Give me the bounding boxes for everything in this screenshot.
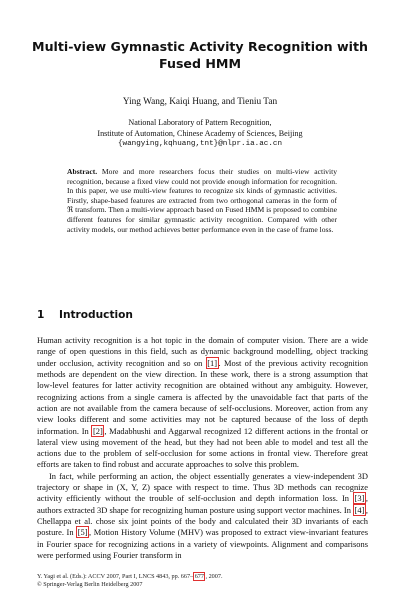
footer-citation-text: Y. Yagi et al. (Eds.): ACCV 2007, Part I, LNCS 4843, pp. 667–	[37, 573, 194, 580]
paragraph-2-part-a: In fact, while performing an action, the object essentially generates a view-independent 3D trajectory or shape in (X, Y, Z) space with respect to time. Thus 3D methods can recognize activity efficiently without the trouble of self-occlusion and depth information loss. In	[37, 470, 368, 504]
title-line-1: Multi-view Gymnastic Activity Recognition with	[32, 39, 368, 54]
affiliation-institute: Institute of Automation, Chinese Academy of Sciences, Beijing	[97, 128, 303, 138]
citation-link[interactable]: [1]	[207, 357, 218, 368]
paragraph-1-part-c: , Madabhushi and Aggarwal recognized 12 different actions in the frontal or lateral view using movement of the head, but they had not been able to model and test all the actions due to the problem of self-occlusion for some actions in frontal view. Therefore great efforts are taken to find robust and accurate approaches to solve this problem.	[37, 425, 369, 470]
section-title: Introduction	[59, 309, 133, 321]
citation-link[interactable]: [3]	[354, 493, 365, 504]
footer-citation	[37, 573, 368, 581]
title-line-2: Fused HMM	[159, 56, 241, 71]
affiliation-email[interactable]: {wangying,kqhuang,tnt}@nlpr.ia.ac.cn	[117, 140, 283, 148]
footer-citation-end: , 2007.	[205, 573, 223, 580]
author-list: Ying Wang, Kaiqi Huang, and Tieniu Tan	[122, 97, 278, 107]
abstract-label: Abstract.	[67, 167, 98, 176]
page-range-link[interactable]: 677	[194, 573, 204, 580]
citation-link[interactable]: [4]	[354, 504, 365, 515]
section-number: 1	[37, 309, 45, 321]
abstract	[67, 167, 337, 234]
footer-copyright: © Springer-Verlag Berlin Heidelberg 2007	[37, 581, 143, 589]
paragraph-2-part-b: , authors extracted 3D shape for recognizing human posture using support vector machines. In	[37, 493, 368, 515]
section-heading	[37, 309, 133, 322]
paper-title	[30, 38, 370, 72]
body-text	[37, 335, 368, 561]
abstract-text: More and more researchers focus their studies on multi-view activity recognition, because a fixed view could not provide enough information for recognition. In this paper, we use multi-view features to recognize six kinds of gymnastic activities. Firstly, shape-based features are extracted from two orthogonal cameras in the form of ℜ transform. Then a multi-view approach based on Fused HMM is proposed to combine different features for similar gymnastic activity recognition. Compared with other activity models, our method achieves better performance even in the case of frame loss.	[67, 167, 337, 234]
citation-link[interactable]: [5]	[77, 527, 88, 538]
affiliation	[30, 118, 370, 150]
citation-link[interactable]: [2]	[92, 425, 103, 436]
paragraph-2-part-c: , Chellappa et al. chose six joint points of the body and calculated their 3D invariants of each posture. In	[37, 504, 368, 538]
paragraph-2	[37, 471, 368, 562]
paragraph-1-part-a: Human activity recognition is a hot topic in the domain of computer vision. There are a wide range of open questions in this field, such as dynamic background modelling, object tracking under occlusion, activity recognition and so on	[37, 335, 368, 368]
page-footer	[37, 573, 368, 590]
paragraph-2-part-d: , Motion History Volume (MHV) was proposed to extract view-invariant features in Fourier space for recognizing actions in a variety of viewpoints. Alignment and comparisons were performed using Fourier transform in	[37, 527, 368, 560]
affiliation-lab: National Laboratory of Pattern Recognition,	[128, 118, 272, 127]
paragraph-1-part-b: . Most of the previous activity recognition methods are dependent on the view direction. In these work, there is a strong assumption that low-level features for latter activity recognition are obtained without any ambiguity. However, recognizing actions from a single camera is affected by the unavoidable fact that parts of the action are not available from the camera because of self-occlusions. Moreover, action from any view looks different and some activities may not be captured because of the loss of depth information. In	[37, 357, 368, 436]
paragraph-1	[37, 335, 368, 471]
